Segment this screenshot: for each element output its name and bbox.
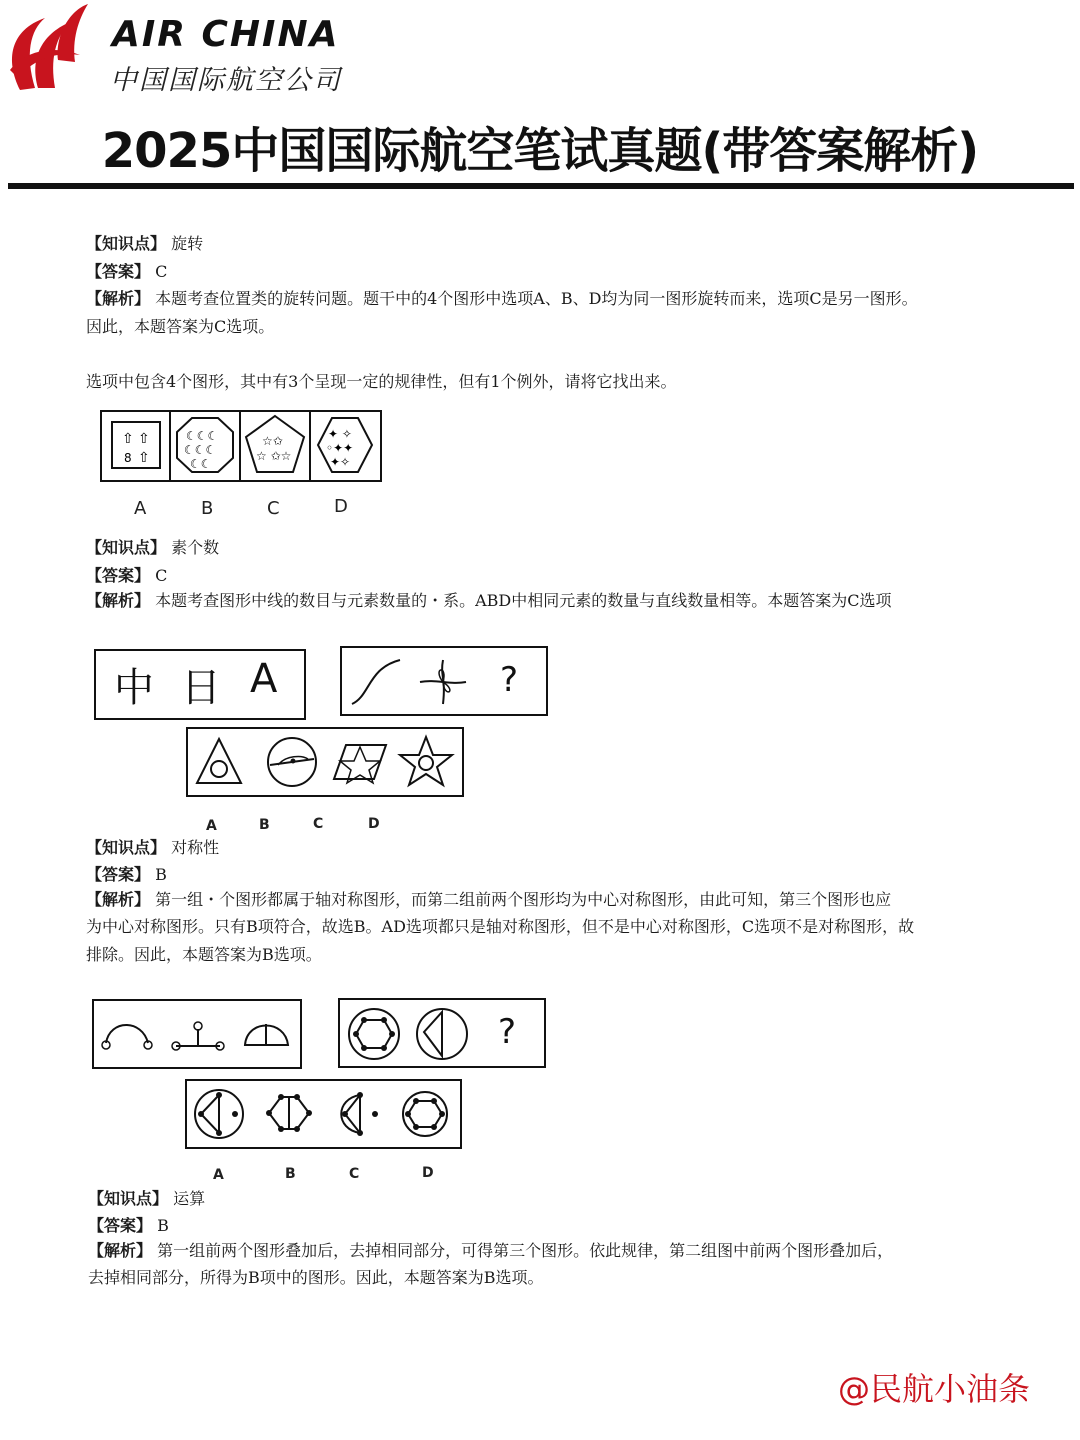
svg-text:⇧: ⇧ [138,450,150,466]
q3-knowledge-line: 【知识点】 对称性 [86,838,220,857]
q2-answer-line: 【答案】 C [86,566,168,585]
q4-group-1 [92,999,304,1071]
q2-option-b: B [201,498,214,519]
svg-text:☾☾: ☾☾ [190,457,212,471]
logo-text-en: AIR CHINA [112,14,340,55]
q3-analysis-line: 【解析】 第一组・个图形都属于轴对称图形，而第二组前两个图形均为中心对称图形，由此可知，第三个图形也应 [86,890,892,909]
svg-text:◦✦✦: ◦✦✦ [326,441,354,455]
q2-figure [100,410,385,485]
q3-option-b: B [259,817,270,833]
svg-text:⇧: ⇧ [138,431,150,447]
q3-option-c: C [313,816,324,832]
q3-question-mark: ? [500,660,519,700]
q3-option-d: D [368,816,380,832]
q3-group1-char-3: A [250,656,278,702]
q4-knowledge-line: 【知识点】 运算 [88,1189,206,1208]
q1-analysis-line-2: 因此，本题答案为C选项。 [86,317,275,336]
q2-knowledge-line: 【知识点】 素个数 [86,538,220,557]
q2-option-d: D [334,496,348,517]
svg-text:⇧: ⇧ [122,431,134,447]
svg-text:8: 8 [124,451,132,465]
q2-option-a: A [134,498,147,519]
svg-text:☾☾☾: ☾☾☾ [186,429,219,443]
q4-group-2 [338,998,548,1070]
q3-group-2 [340,646,550,718]
svg-text:☾☾☾: ☾☾☾ [184,443,217,457]
air-china-logo-icon [0,0,100,100]
q4-answer-line: 【答案】 B [88,1216,169,1235]
q3-analysis-line-3: 排除。因此，本题答案为B选项。 [86,945,322,964]
q4-option-b: B [285,1166,296,1182]
q4-analysis-line: 【解析】 第一组前两个图形叠加后，去掉相同部分，可得第三个图形。依此规律，第二组图中前两个图形叠加后， [88,1241,894,1260]
q4-question-mark: ? [498,1012,517,1052]
q4-option-c: C [349,1166,360,1182]
svg-text:✦ ✧: ✦ ✧ [328,427,352,441]
q3-answer-line: 【答案】 B [86,865,167,884]
q3-options-figure [186,727,466,799]
q4-analysis-line-2: 去掉相同部分，所得为B项中的图形。因此，本题答案为B选项。 [88,1268,544,1287]
q2-analysis-line: 【解析】 本题考查图形中线的数目与元素数量的・系。ABD中相同元素的数量与直线数量相等。本题答案为C选项 [86,591,892,610]
q3-group1-char-1: 中 [114,665,154,711]
q4-options-figure [185,1079,465,1151]
q3-group1-char-2: 日 [181,665,221,711]
q1-answer-line: 【答案】 C [86,262,168,281]
svg-text:☆ ✩☆: ☆ ✩☆ [256,449,292,463]
q4-option-a: A [213,1167,224,1183]
q3-option-a: A [206,818,217,834]
q1-knowledge-line: 【知识点】 旋转 [86,234,204,253]
page-title: 2025中国国际航空笔试真题(带答案解析) [101,123,979,179]
svg-text:✦✧: ✦✧ [330,455,351,469]
logo-text-cn: 中国国际航空公司 [110,65,342,96]
title-divider [8,183,1074,189]
q2-option-c: C [267,498,280,519]
q1-analysis-line: 【解析】 本题考查位置类的旋转问题。题干中的4个图形中选项A、B、D均为同一图形旋转而来，选项C是另一图形。 [86,289,918,308]
svg-text:☆✩: ☆✩ [262,434,283,448]
q2-stem: 选项中包含4个图形，其中有3个呈现一定的规律性，但有1个例外，请将它找出来。 [86,372,677,391]
watermark: @民航小油条 [838,1370,1031,1408]
q3-analysis-line-2: 为中心对称图形。只有B项符合，故选B。AD选项都只是轴对称图形，但不是中心对称图形，C选项不是对称图形，故 [86,917,915,936]
q4-option-d: D [422,1165,434,1181]
